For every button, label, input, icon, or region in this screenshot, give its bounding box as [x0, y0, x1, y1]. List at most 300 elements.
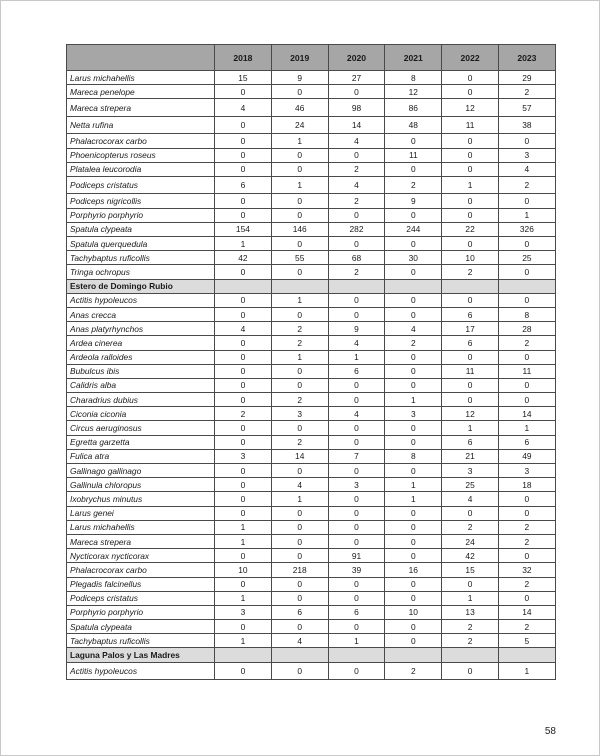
count-cell-2019: 0 [271, 162, 328, 176]
count-cell-2022: 25 [442, 478, 499, 492]
table-row [67, 251, 556, 265]
species-name-cell: Calidris alba [67, 378, 215, 392]
count-cell-2021: 12 [385, 85, 442, 99]
section-label: Laguna Palos y Las Madres [67, 648, 215, 662]
species-name-cell: Gallinago gallinago [67, 464, 215, 478]
count-cell-2018: 0 [215, 492, 272, 506]
count-cell-2021: 0 [385, 506, 442, 520]
count-cell-2021: 2 [385, 662, 442, 680]
count-cell-2023: 0 [498, 350, 555, 364]
count-cell-2022: 3 [442, 464, 499, 478]
table-row [67, 435, 556, 449]
count-cell-2018: 0 [215, 421, 272, 435]
count-cell-2022: 1 [442, 591, 499, 605]
count-cell-2022: 6 [442, 336, 499, 350]
count-cell-2018: 0 [215, 478, 272, 492]
table-row [67, 464, 556, 478]
count-cell-2021: 9 [385, 194, 442, 208]
count-cell-2018: 0 [215, 134, 272, 148]
count-cell-2019: 2 [271, 435, 328, 449]
count-cell-2023: 25 [498, 251, 555, 265]
count-cell-2018: 2 [215, 407, 272, 421]
count-cell-2018: 0 [215, 549, 272, 563]
table-row [67, 148, 556, 162]
header-year: 2019 [271, 45, 328, 71]
count-cell-2022: 0 [442, 350, 499, 364]
count-cell-2020: 0 [328, 520, 385, 534]
count-cell-2019: 0 [271, 378, 328, 392]
count-cell-2023: 1 [498, 208, 555, 222]
count-cell-2018: 0 [215, 116, 272, 134]
count-cell-2023: 32 [498, 563, 555, 577]
species-name-cell: Mareca strepera [67, 99, 215, 117]
count-cell-2019: 0 [271, 148, 328, 162]
page-number: 58 [544, 726, 556, 737]
count-cell-2022: 1 [442, 176, 499, 194]
species-name-cell: Spatula clypeata [67, 222, 215, 236]
species-name-cell: Spatula querquedula [67, 237, 215, 251]
count-cell-2018: 0 [215, 464, 272, 478]
count-cell-2018: 0 [215, 393, 272, 407]
count-cell-2020: 4 [328, 176, 385, 194]
count-cell-2021: 1 [385, 478, 442, 492]
count-cell-2020: 0 [328, 237, 385, 251]
count-cell-2019: 0 [271, 85, 328, 99]
count-cell-2021: 0 [385, 520, 442, 534]
count-cell-2023: 8 [498, 307, 555, 321]
count-cell-2021: 0 [385, 591, 442, 605]
count-cell-2018: 0 [215, 162, 272, 176]
count-cell-2018: 6 [215, 176, 272, 194]
table-row [67, 591, 556, 605]
count-cell-2020: 0 [328, 492, 385, 506]
table-row [67, 99, 556, 117]
count-cell-2023: 5 [498, 634, 555, 648]
count-cell-2018: 0 [215, 307, 272, 321]
section-label: Estero de Domingo Rubio [67, 279, 215, 293]
count-cell-2020: 0 [328, 464, 385, 478]
count-cell-2020: 0 [328, 293, 385, 307]
count-cell-2021: 0 [385, 421, 442, 435]
count-cell-2018: 154 [215, 222, 272, 236]
species-name-cell: Mareca penelope [67, 85, 215, 99]
table-row [67, 71, 556, 85]
count-cell-2022: 24 [442, 534, 499, 548]
table-row [67, 116, 556, 134]
count-cell-2019: 0 [271, 520, 328, 534]
table-row [67, 265, 556, 279]
count-cell-2021: 0 [385, 134, 442, 148]
count-cell-2020: 1 [328, 634, 385, 648]
count-cell-2023: 57 [498, 99, 555, 117]
count-cell-2020: 282 [328, 222, 385, 236]
count-cell-2021: 0 [385, 435, 442, 449]
count-cell-2021: 0 [385, 577, 442, 591]
table-row [67, 549, 556, 563]
count-cell-2020: 4 [328, 407, 385, 421]
species-name-cell: Charadrius dubius [67, 393, 215, 407]
count-cell-2022: 6 [442, 435, 499, 449]
count-cell-2020: 0 [328, 421, 385, 435]
count-cell-2019: 0 [271, 265, 328, 279]
count-cell-2019: 1 [271, 492, 328, 506]
section-empty-cell [215, 279, 272, 293]
species-name-cell: Podiceps nigricollis [67, 194, 215, 208]
count-cell-2021: 48 [385, 116, 442, 134]
count-cell-2019: 3 [271, 407, 328, 421]
table-row [67, 378, 556, 392]
count-cell-2019: 1 [271, 350, 328, 364]
species-name-cell: Porphyrio porphyrio [67, 208, 215, 222]
count-cell-2023: 0 [498, 591, 555, 605]
count-cell-2019: 2 [271, 393, 328, 407]
count-cell-2019: 0 [271, 364, 328, 378]
species-name-cell: Actitis hypoleucos [67, 662, 215, 680]
count-cell-2018: 0 [215, 336, 272, 350]
count-cell-2019: 2 [271, 322, 328, 336]
species-name-cell: Netta rufina [67, 116, 215, 134]
count-cell-2020: 91 [328, 549, 385, 563]
count-cell-2020: 7 [328, 449, 385, 463]
count-cell-2020: 39 [328, 563, 385, 577]
count-cell-2020: 1 [328, 350, 385, 364]
count-cell-2021: 16 [385, 563, 442, 577]
count-cell-2022: 4 [442, 492, 499, 506]
count-cell-2022: 15 [442, 563, 499, 577]
count-cell-2019: 0 [271, 662, 328, 680]
count-cell-2023: 0 [498, 506, 555, 520]
species-name-cell: Nycticorax nycticorax [67, 549, 215, 563]
count-cell-2023: 0 [498, 134, 555, 148]
count-cell-2022: 0 [442, 393, 499, 407]
species-name-cell: Tringa ochropus [67, 265, 215, 279]
count-cell-2023: 0 [498, 265, 555, 279]
count-cell-2018: 10 [215, 563, 272, 577]
count-cell-2020: 0 [328, 378, 385, 392]
table-row [67, 194, 556, 208]
table-row [67, 176, 556, 194]
count-cell-2018: 0 [215, 265, 272, 279]
table-row [67, 293, 556, 307]
species-name-cell: Anas crecca [67, 307, 215, 321]
table-row [67, 563, 556, 577]
count-cell-2019: 1 [271, 134, 328, 148]
count-cell-2023: 2 [498, 520, 555, 534]
count-cell-2021: 0 [385, 364, 442, 378]
count-cell-2018: 0 [215, 577, 272, 591]
count-cell-2019: 4 [271, 478, 328, 492]
count-cell-2020: 0 [328, 591, 385, 605]
count-cell-2020: 0 [328, 577, 385, 591]
count-cell-2022: 2 [442, 634, 499, 648]
count-cell-2022: 2 [442, 520, 499, 534]
header-year: 2018 [215, 45, 272, 71]
table-row [67, 350, 556, 364]
species-name-cell: Tachybaptus ruficollis [67, 634, 215, 648]
section-empty-cell [442, 648, 499, 662]
count-cell-2020: 2 [328, 265, 385, 279]
count-cell-2018: 0 [215, 662, 272, 680]
section-empty-cell [498, 279, 555, 293]
count-cell-2018: 0 [215, 208, 272, 222]
count-cell-2019: 0 [271, 464, 328, 478]
count-cell-2023: 3 [498, 148, 555, 162]
count-cell-2021: 2 [385, 336, 442, 350]
count-cell-2021: 1 [385, 492, 442, 506]
count-cell-2022: 6 [442, 307, 499, 321]
count-cell-2021: 8 [385, 449, 442, 463]
count-cell-2020: 14 [328, 116, 385, 134]
count-cell-2021: 0 [385, 237, 442, 251]
count-cell-2020: 6 [328, 364, 385, 378]
count-cell-2023: 2 [498, 620, 555, 634]
count-cell-2023: 0 [498, 492, 555, 506]
count-cell-2021: 0 [385, 378, 442, 392]
species-name-cell: Phoenicopterus roseus [67, 148, 215, 162]
count-cell-2018: 3 [215, 605, 272, 619]
count-cell-2020: 0 [328, 662, 385, 680]
count-cell-2019: 1 [271, 293, 328, 307]
table-row [67, 407, 556, 421]
count-cell-2018: 42 [215, 251, 272, 265]
count-cell-2021: 0 [385, 534, 442, 548]
count-cell-2023: 326 [498, 222, 555, 236]
table-row [67, 449, 556, 463]
count-cell-2022: 0 [442, 85, 499, 99]
count-cell-2019: 55 [271, 251, 328, 265]
count-cell-2022: 0 [442, 577, 499, 591]
count-cell-2022: 13 [442, 605, 499, 619]
count-cell-2020: 68 [328, 251, 385, 265]
count-cell-2019: 0 [271, 577, 328, 591]
count-cell-2020: 0 [328, 393, 385, 407]
species-name-cell: Ardea cinerea [67, 336, 215, 350]
count-cell-2018: 0 [215, 350, 272, 364]
section-header-row [67, 279, 556, 293]
table-row [67, 520, 556, 534]
count-cell-2020: 27 [328, 71, 385, 85]
count-cell-2019: 0 [271, 620, 328, 634]
count-cell-2021: 2 [385, 176, 442, 194]
count-cell-2018: 1 [215, 591, 272, 605]
count-cell-2019: 24 [271, 116, 328, 134]
count-cell-2022: 12 [442, 407, 499, 421]
species-name-cell: Gallinula chloropus [67, 478, 215, 492]
species-name-cell: Phalacrocorax carbo [67, 134, 215, 148]
table-row [67, 134, 556, 148]
section-empty-cell [385, 648, 442, 662]
count-cell-2020: 0 [328, 534, 385, 548]
count-cell-2023: 0 [498, 393, 555, 407]
count-cell-2022: 2 [442, 265, 499, 279]
section-header-row [67, 648, 556, 662]
count-cell-2023: 2 [498, 577, 555, 591]
section-empty-cell [328, 648, 385, 662]
count-cell-2019: 146 [271, 222, 328, 236]
table-row [67, 662, 556, 680]
count-cell-2023: 1 [498, 662, 555, 680]
count-cell-2022: 12 [442, 99, 499, 117]
section-empty-cell [328, 279, 385, 293]
count-cell-2021: 0 [385, 265, 442, 279]
species-name-cell: Larus genei [67, 506, 215, 520]
count-cell-2023: 0 [498, 549, 555, 563]
count-cell-2021: 0 [385, 464, 442, 478]
count-cell-2022: 22 [442, 222, 499, 236]
count-cell-2021: 0 [385, 307, 442, 321]
count-cell-2023: 49 [498, 449, 555, 463]
count-cell-2018: 1 [215, 534, 272, 548]
count-cell-2023: 14 [498, 605, 555, 619]
table-row [67, 620, 556, 634]
table-row [67, 208, 556, 222]
count-cell-2020: 4 [328, 336, 385, 350]
count-cell-2020: 0 [328, 307, 385, 321]
species-name-cell: Tachybaptus ruficollis [67, 251, 215, 265]
count-cell-2018: 0 [215, 85, 272, 99]
section-empty-cell [271, 279, 328, 293]
species-name-cell: Ciconia ciconia [67, 407, 215, 421]
species-name-cell: Larus michahellis [67, 520, 215, 534]
count-cell-2023: 1 [498, 421, 555, 435]
table-row [67, 307, 556, 321]
count-cell-2021: 0 [385, 549, 442, 563]
count-cell-2023: 4 [498, 162, 555, 176]
count-cell-2022: 42 [442, 549, 499, 563]
count-cell-2023: 0 [498, 194, 555, 208]
header-year: 2020 [328, 45, 385, 71]
count-cell-2020: 0 [328, 148, 385, 162]
species-name-cell: Spatula clypeata [67, 620, 215, 634]
species-name-cell: Ardeola ralloides [67, 350, 215, 364]
count-cell-2023: 0 [498, 293, 555, 307]
count-cell-2023: 0 [498, 237, 555, 251]
species-name-cell: Actitis hypoleucos [67, 293, 215, 307]
count-cell-2023: 2 [498, 176, 555, 194]
species-name-cell: Podiceps cristatus [67, 176, 215, 194]
table-row [67, 605, 556, 619]
count-cell-2019: 46 [271, 99, 328, 117]
count-cell-2018: 1 [215, 237, 272, 251]
count-cell-2020: 3 [328, 478, 385, 492]
count-cell-2019: 0 [271, 506, 328, 520]
count-cell-2022: 0 [442, 662, 499, 680]
species-name-cell: Phalacrocorax carbo [67, 563, 215, 577]
count-cell-2021: 0 [385, 293, 442, 307]
count-cell-2023: 2 [498, 534, 555, 548]
count-cell-2022: 10 [442, 251, 499, 265]
species-name-cell: Plegadis falcinellus [67, 577, 215, 591]
table-row [67, 393, 556, 407]
count-cell-2023: 38 [498, 116, 555, 134]
header-year: 2023 [498, 45, 555, 71]
count-cell-2018: 15 [215, 71, 272, 85]
count-cell-2021: 30 [385, 251, 442, 265]
count-cell-2021: 4 [385, 322, 442, 336]
count-cell-2020: 0 [328, 208, 385, 222]
count-cell-2019: 9 [271, 71, 328, 85]
species-name-cell: Egretta garzetta [67, 435, 215, 449]
count-cell-2019: 0 [271, 307, 328, 321]
table-row [67, 237, 556, 251]
count-cell-2022: 0 [442, 506, 499, 520]
count-cell-2022: 0 [442, 71, 499, 85]
count-cell-2019: 0 [271, 208, 328, 222]
count-cell-2018: 4 [215, 99, 272, 117]
count-cell-2022: 2 [442, 620, 499, 634]
count-cell-2021: 244 [385, 222, 442, 236]
count-cell-2022: 21 [442, 449, 499, 463]
count-cell-2020: 0 [328, 85, 385, 99]
count-cell-2021: 3 [385, 407, 442, 421]
count-cell-2018: 0 [215, 506, 272, 520]
count-cell-2022: 0 [442, 134, 499, 148]
count-cell-2023: 3 [498, 464, 555, 478]
table-row [67, 336, 556, 350]
count-cell-2022: 11 [442, 364, 499, 378]
count-cell-2022: 1 [442, 421, 499, 435]
count-cell-2023: 2 [498, 336, 555, 350]
table-body [67, 71, 556, 680]
count-cell-2020: 98 [328, 99, 385, 117]
table-row [67, 421, 556, 435]
count-cell-2021: 86 [385, 99, 442, 117]
count-cell-2023: 0 [498, 378, 555, 392]
count-cell-2018: 0 [215, 620, 272, 634]
count-cell-2023: 6 [498, 435, 555, 449]
count-cell-2019: 1 [271, 176, 328, 194]
count-cell-2019: 0 [271, 549, 328, 563]
table-row [67, 478, 556, 492]
count-cell-2023: 14 [498, 407, 555, 421]
table-row [67, 534, 556, 548]
section-empty-cell [442, 279, 499, 293]
count-cell-2018: 1 [215, 634, 272, 648]
count-cell-2018: 0 [215, 364, 272, 378]
count-cell-2022: 0 [442, 208, 499, 222]
count-cell-2020: 9 [328, 322, 385, 336]
count-cell-2019: 6 [271, 605, 328, 619]
count-cell-2019: 0 [271, 534, 328, 548]
count-cell-2018: 1 [215, 520, 272, 534]
count-cell-2018: 4 [215, 322, 272, 336]
count-cell-2020: 6 [328, 605, 385, 619]
count-cell-2020: 0 [328, 435, 385, 449]
table-row [67, 162, 556, 176]
count-cell-2023: 18 [498, 478, 555, 492]
count-cell-2020: 2 [328, 162, 385, 176]
count-cell-2022: 0 [442, 237, 499, 251]
section-empty-cell [215, 648, 272, 662]
count-cell-2022: 0 [442, 378, 499, 392]
header-year: 2022 [442, 45, 499, 71]
count-cell-2019: 0 [271, 194, 328, 208]
table-row [67, 577, 556, 591]
count-cell-2022: 0 [442, 293, 499, 307]
count-cell-2018: 0 [215, 435, 272, 449]
header-species-blank [67, 45, 215, 71]
count-cell-2021: 11 [385, 148, 442, 162]
count-cell-2021: 0 [385, 350, 442, 364]
table-row [67, 364, 556, 378]
count-cell-2023: 29 [498, 71, 555, 85]
count-cell-2019: 0 [271, 237, 328, 251]
table-row [67, 222, 556, 236]
count-cell-2018: 0 [215, 293, 272, 307]
count-cell-2019: 2 [271, 336, 328, 350]
count-cell-2019: 218 [271, 563, 328, 577]
species-name-cell: Bubulcus ibis [67, 364, 215, 378]
